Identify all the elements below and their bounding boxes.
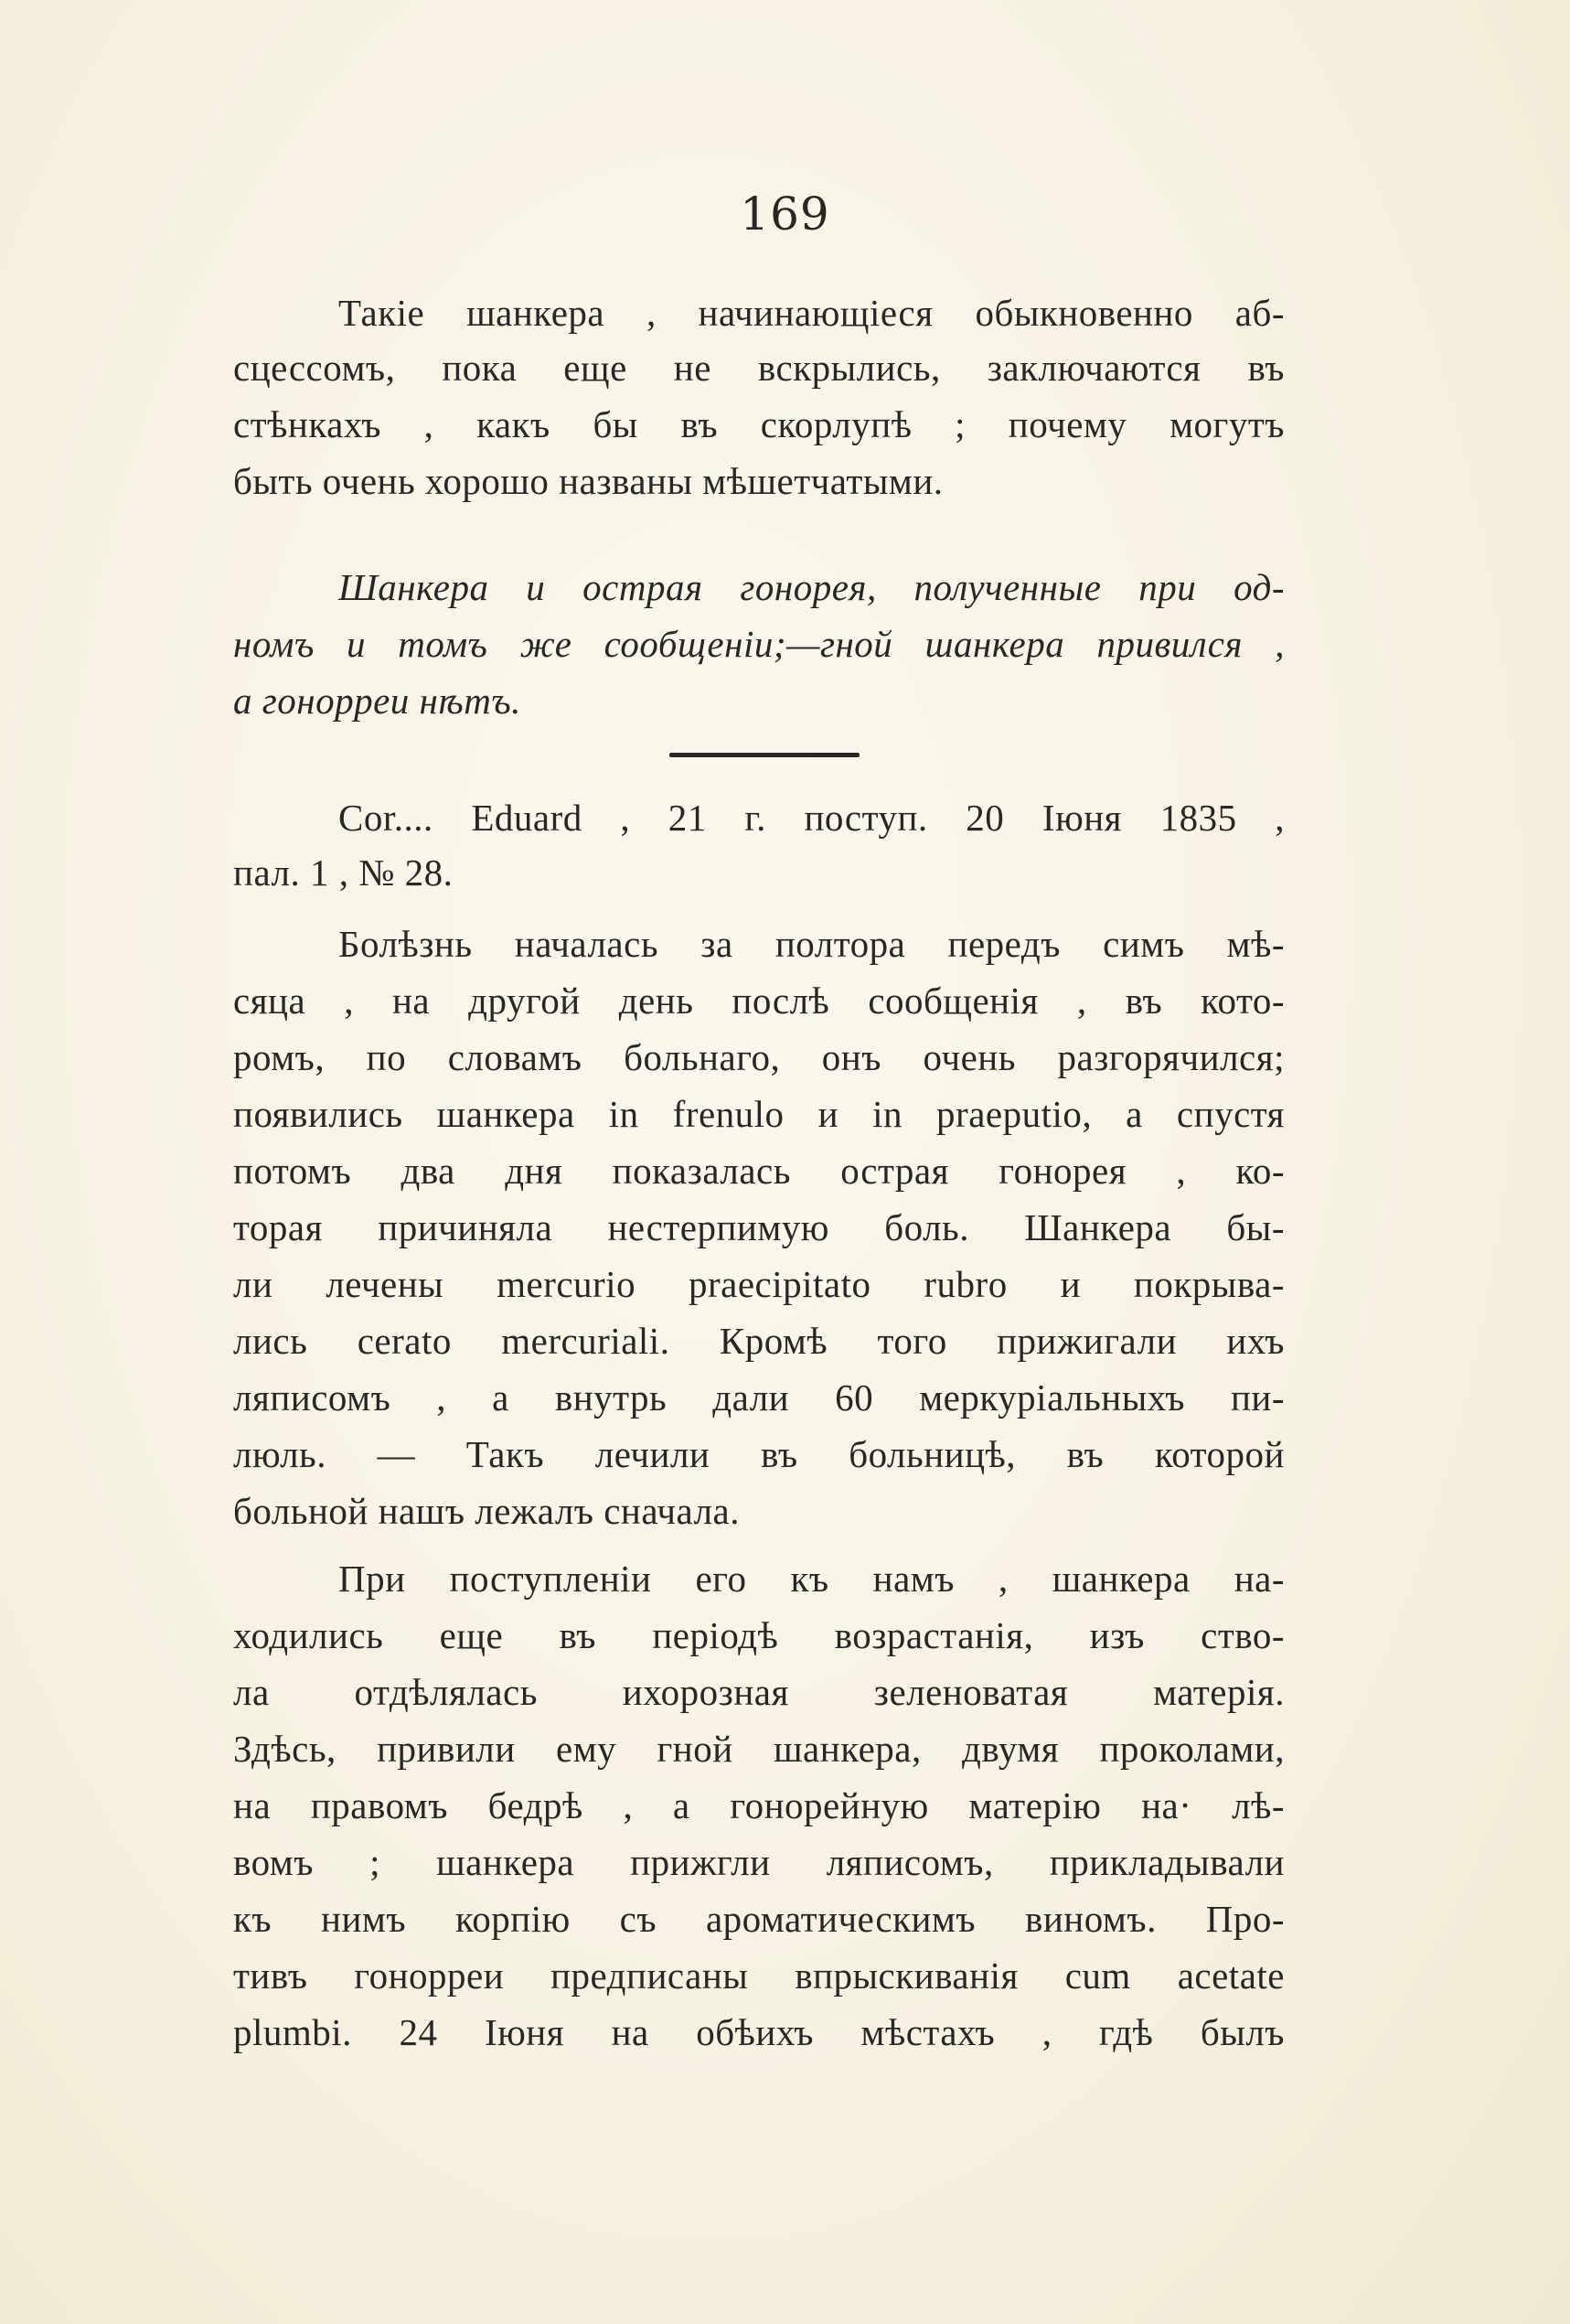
text-line: Здѣсь, привили ему гной шанкера, двумя проколами,	[233, 1728, 1285, 1770]
text-line: торая причиняла нестерпимую боль. Шанкера бы-	[233, 1206, 1285, 1248]
text-line: При поступленіи его къ намъ , шанкера на-	[338, 1558, 1285, 1600]
italic-line: а гонорреи нѣтъ.	[233, 680, 521, 722]
text-line: Болѣзнь началась за полтора передъ симъ мѣ-	[338, 923, 1285, 965]
text-line: ходились еще въ періодѣ возрастанія, изъ ство-	[233, 1614, 1285, 1656]
text-line: ла отдѣлялась ихорозная зеленоватая матерія.	[233, 1671, 1285, 1713]
section-separator	[669, 753, 860, 757]
text-line: вомъ ; шанкера прижгли ляписомъ, прикладывали	[233, 1841, 1285, 1883]
text-line: лись cerato mercuriali. Кромѣ того прижигали ихъ	[233, 1320, 1285, 1362]
text-line: появились шанкера in frenulo и in praeputio, а спустя	[233, 1093, 1285, 1135]
case-header-line: пал. 1 , № 28.	[233, 851, 454, 894]
text-line: сяца , на другой день послѣ сообщенія , въ кото-	[233, 980, 1285, 1022]
text-line: сцессомъ, пока еще не вскрылись, заключаются въ	[233, 347, 1285, 389]
italic-line: Шанкера и острая гонорея, полученные при од-	[338, 566, 1285, 608]
text-line: plumbi. 24 Іюня на обѣихъ мѣстахъ , гдѣ былъ	[233, 2011, 1285, 2053]
case-header-line: Cor.... Eduard , 21 г. поступ. 20 Іюня 1835 ,	[338, 797, 1285, 839]
text-line: стѣнкахъ , какъ бы въ скорлупѣ ; почему могутъ	[233, 403, 1285, 445]
text-line: тивъ гонорреи предписаны впрыскиванія cum acetate	[233, 1955, 1285, 1997]
page-number: 169	[740, 187, 830, 241]
text-line: на правомъ бедрѣ , а гонорейную матерію на· лѣ-	[233, 1784, 1285, 1826]
text-line: ромъ, по словамъ больнаго, онъ очень разгорячился;	[233, 1036, 1285, 1078]
text-line: быть очень хорошо названы мѣшетчатыми.	[233, 460, 944, 502]
text-line: больной нашъ лежалъ сначала.	[233, 1490, 741, 1532]
text-line: Такіе шанкера , начинающіеся обыкновенно аб-	[338, 292, 1285, 334]
italic-line: номъ и томъ же сообщеніи;—гной шанкера привился ,	[233, 623, 1285, 665]
text-line: потомъ два дня показалась острая гонорея , ко-	[233, 1150, 1285, 1192]
text-line: люль. — Такъ лечили въ больницѣ, въ которой	[233, 1433, 1285, 1475]
text-line: ляписомъ , а внутрь дали 60 меркуріальныхъ пи-	[233, 1376, 1285, 1419]
text-line: къ нимъ корпію съ ароматическимъ виномъ. Про-	[233, 1898, 1285, 1940]
text-line: ли лечены mercurio praecipitato rubro и покрыва-	[233, 1263, 1285, 1305]
